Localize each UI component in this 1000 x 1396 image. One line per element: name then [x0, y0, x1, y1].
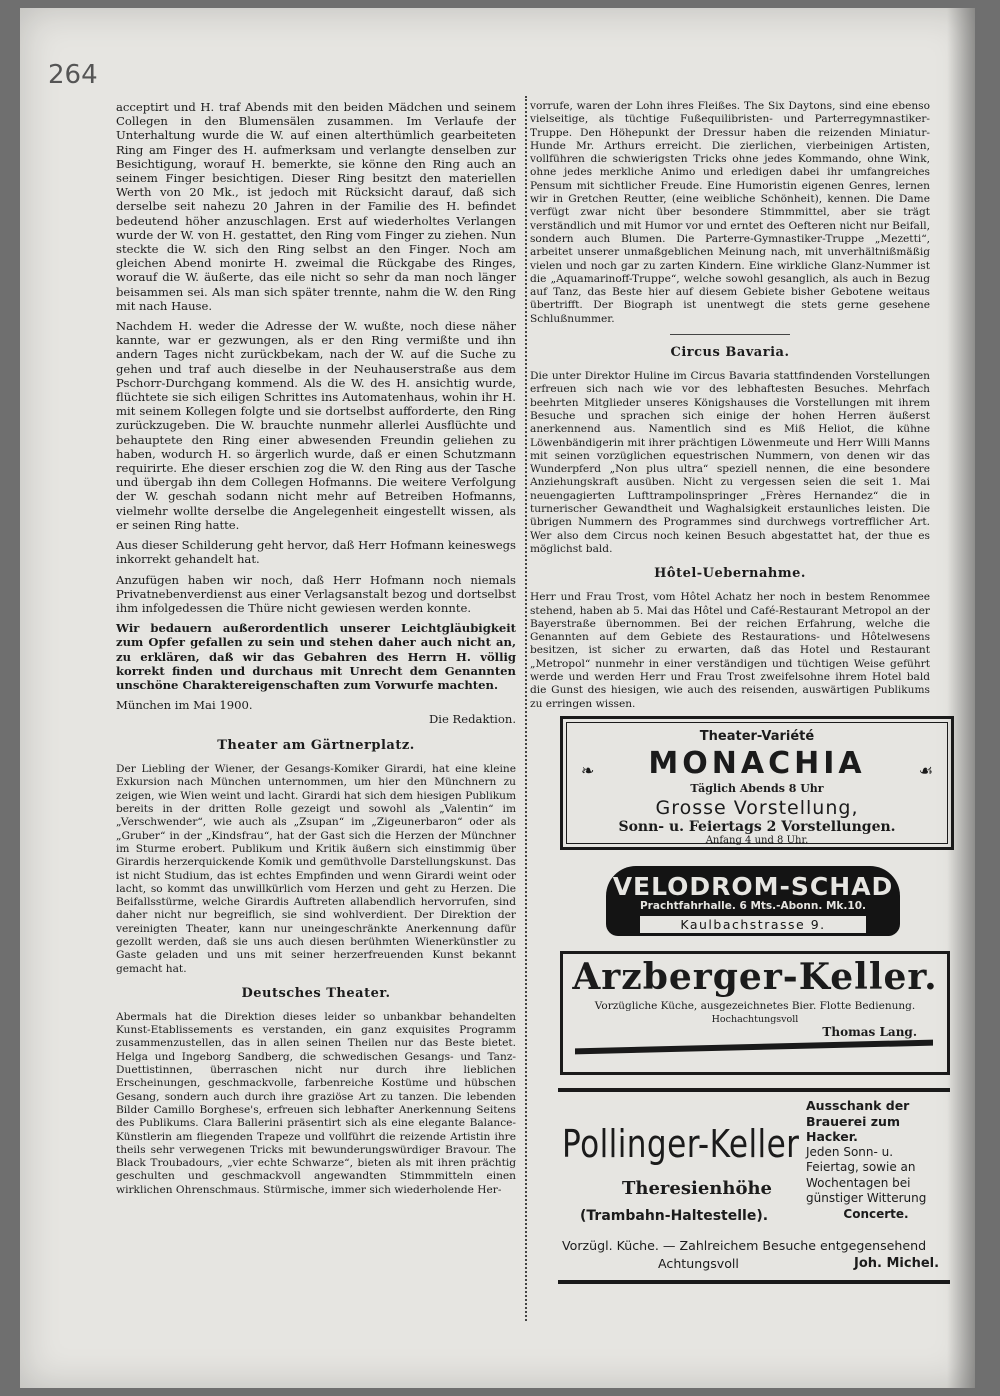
right-column: [530, 100, 930, 717]
circus-review: Die unter Direktor Huline im Circus Bavaria stattfindenden Vorstellungen erfreuen sich nach wie vor des lebhaftesten Besuches. Mehrfach beehrten Mitglieder unseres Königshauses die Vorstellungen mit ihrem Besuche und sprachen sich einige der hohen Herren äußerst anerkennend aus. Namentlich sind es Miß Heliot, die kühne Löwenbändigerin mit ihrer prächtigen Löwenmeute und Herr Willi Manns mit seinen vorzüglichen equestrischen Nummern, von denen wir das Wunderpferd „Non plus ultra“ speziell nennen, die eine besondere Anziehungskraft ausüben. Nicht zu vergessen seien die seit 1. Mai neuengagierten Lufttrampolinspringer „Frères Hernandez“ die in turnerischer Gewandtheit und Waghalsigkeit erstaunliches leisten. Die übrigen Nummern des Programmes sind durchwegs vortrefflicher Art. Wer also dem Circus noch keinen Besuch abgestattet hat, der thue es möglichst bald.: [530, 370, 930, 555]
page-edge-shadow: [947, 8, 975, 1388]
section-heading-gaertnerplatz: Theater am Gärtnerplatz.: [217, 738, 415, 754]
ad-line: Ausschank der Brauerei zum Hacker.: [806, 1098, 910, 1144]
ad-side-text: [806, 1098, 946, 1222]
section-heading-deutsches-theater: Deutsches Theater.: [241, 985, 391, 1001]
ad-line: Sonn- u. Feiertags 2 Vorstellungen.: [618, 819, 896, 835]
ad-line: Hochachtungsvoll: [711, 1014, 799, 1025]
left-column: [116, 100, 516, 1203]
hotel-notice: Herr und Frau Trost, vom Hôtel Achatz her noch in bestem Renommee stehend, haben ab 5. Mai das Hôtel und Café-Restaurant Metropol an der Bayerstraße übernommen. Bei der reichen Erfahrung, welche die Genannten auf dem Gebiete des Restaurations- und Hôtelwesens besitzen, ist sicher zu erwarten, daß das Hotel und Restaurant „Metropol“ nunmehr in einer verständigen und tüchtigen Weise geführt werde und werden Herr und Frau Trost zweifelsohne ihrem Hotel bald die Gunst des hiesigen, wie auch des reisenden, auswärtigen Publikums zu erringen wissen.: [530, 591, 930, 710]
theater-review-continued: vorrufe, waren der Lohn ihres Fleißes. The Six Daytons, sind eine ebenso vielseitige, als tüchtige Fußequilibristen- und Parterregymnastiker-Truppe. Den Höhepunkt der Dressur haben die reizenden Miniatur-Hunde Mr. Arthurs erreicht. Die zierlichen, vierbeinigen Artisten, vollführen die schwierigsten Tricks ohne jedes Kommando, ohne Wink, ohne jedes merkliche Animo und erledigen dabei ihr umfangreiches Pensum mit sichtlicher Freude. Eine Humoristin eigenen Genres, lernen wir in Gretchen Reutter, (eine weibliche Schönheit), kennen. Die Dame verfügt zwar nicht über besondere Stimmmittel, aber sie trägt verständlich und mit Humor vor und erntet des Oefteren nicht nur Beifall, sondern auch Blumen. Die Parterre-Gymnastiker-Truppe „Mezetti“, arbeitet unserer unmaßgeblichen Meinung nach, mit unverhältnißmäßig vielen und noch gar zu zarten Kindern. Eine wirkliche Glanz-Nummer ist die „Aquamarinoff-Truppe“, welche sowohl gesanglich, als auch in Bezug auf Tanz, das Beste hier auf diesem Gebiete bisher Gebotene weitaus übertrifft. Der Biograph ist unentwegt die stets gerne gesehene Schlußnummer.: [530, 100, 930, 325]
ad-line: Grosse Vorstellung,: [655, 797, 859, 819]
advertisement-arzberger: [560, 951, 950, 1075]
ad-line: Concerte.: [843, 1206, 909, 1221]
ad-title: Arzberger-Keller.: [572, 956, 938, 998]
ad-line: Achtungsvoll: [658, 1256, 739, 1271]
theater-review: Der Liebling der Wiener, der Gesangs-Komiker Girardi, hat eine kleine Exkursion nach München unternommen, um hier den Münchnern zu zeigen, wie Wien weint und lacht. Girardi hat sich dem hiesigen Publikum bereits in der dritten Rolle gezeigt und sowohl als „Valentin“ im „Verschwender“, wie auch als „Zsupan“ im „Zigeunerbaron“ oder als „Gruber“ in der „Kindsfrau“, hat der Gast sich die Herzen der Münchner im Sturme erobert. Publikum und Kritik äußern sich einstimmig über Girardis herzerquickende Komik und gemüthvolle Darstellungskunst. Das ist nicht Studium, das ist echtes Empfinden und wenn Girardi weint oder lacht, so kommt das unwillkürlich vom Herzen und geht zu Herzen. Die Beifallsstürme, welche Girardis Auftreten allabendlich hervorrufen, sind daher nicht nur begreiflich, sie sind wohlverdient. Der Direktion der vereinigten Theater, kann nur uneingeschränkte Anerkennung dafür gezollt werden, daß sie uns auch diesen berühmten Wienerkünstler zu Gaste geladen und uns mit seiner herzerfreuenden Kunst bekannt gemacht hat.: [116, 763, 516, 975]
ad-line: Jeden Sonn- u. Feiertag, sowie an Wochentagen bei günstiger Witterung: [806, 1144, 927, 1205]
article-paragraph: acceptirt und H. traf Abends mit den beiden Mädchen und seinem Collegen in den Blumensälen zusammen. Im Verlaufe der Unterhaltung wurde die W. auf einen alterthümlich gearbeiteten Ring am Finger des H. aufmerksam und verlangte denselben zur Besichtigung, worauf H. bemerkte, sie könne den Ring auch an seinem Finger besichtigen. Dieser Ring besitzt den materiellen Werth von 20 Mk., ist jedoch mit Rücksicht darauf, daß sich derselbe seit nahezu 20 Jahren in der Familie des H. befindet bedeutend höher anzuschlagen. Erst auf wiederholtes Verlangen wurde der W. von H. gestattet, den Ring vom Finger zu ziehen. Nun steckte die W. sich den Ring selbst an den Finger. Noch am gleichen Abend monirte H. zweimal die Rückgabe des Ringes, worauf die W. äußerte, das eile nicht so sehr da man noch länger beisammen sei. Als man sich später trennte, nahm die W. den Ring mit nach Hause.: [116, 100, 516, 313]
ad-line: Vorzügliche Küche, ausgezeichnetes Bier. Flotte Bedienung.: [594, 1000, 916, 1012]
page-number: 264: [48, 60, 98, 90]
ad-line: Prachtfahrhalle. 6 Mts.-Abonn. Mk.10.: [639, 900, 866, 912]
ad-line: Vorzügl. Küche. — Zahlreichem Besuche entgegensehend: [562, 1238, 927, 1253]
ad-title: VELODROM-SCHAD: [612, 872, 894, 901]
article-paragraph-bold: Wir bedauern außerordentlich unserer Leichtgläubigkeit zum Opfer gefallen zu sein und stehen daher auch nicht an, zu erklären, daß wir das Gebahren des Herrn H. völlig korrekt finden und durchaus mit Unrecht dem Genannten unschöne Charaktereigenschaften zum Vorwurfe machten.: [116, 621, 516, 692]
theater-review: Abermals hat die Direktion dieses leider so unbankbar behandelten Kunst-Etablissements es verstanden, ein ganz exquisites Programm zusammenzustellen, das in allen seinen Theilen nur das Beste bietet. Helga und Ingeborg Sandberg, die schwedischen Gesangs- und Tanz-Duettistinnen, überraschen nicht nur durch ihre lieblichen Erscheinungen, geschmackvolle, farbenreiche Kostüme und hübschen Gesang, sondern auch durch ihre graziöse Art zu tanzen. Die lebenden Bilder Camillo Borghese's, erfreuen sich lebhafter Anerkennung Seitens des Publikums. Clara Ballerini präsentirt sich als eine elegante Balance-Künstlerin am fliegenden Trapeze und vollführt die reizende Artistin ihre theils sehr verwegenen Tricks mit bewunderungswürdiger Bravour. The Black Troubadours, „vier echte Schwarze“, bieten als mit ihren prächtig geschulten und geschmackvoll angewandten Stimmmitteln einen wirklichen Ohrenschmaus. Stürmische, immer sich wiederholende Her-: [116, 1010, 516, 1196]
section-heading-hotel: Hôtel-Uebernahme.: [654, 566, 806, 582]
advertisement-pollinger: [558, 1088, 950, 1284]
ad-line: Täglich Abends 8 Uhr: [690, 782, 824, 795]
ad-address: Kaulbachstrasse 9.: [640, 916, 866, 933]
ad-owner: Thomas Lang.: [822, 1025, 917, 1039]
column-divider: [525, 96, 527, 1321]
article-paragraph: Anzufügen haben wir noch, daß Herr Hofmann noch niemals Privatnebenverdienst aus einer Verlagsanstalt bezog und dortselbst ihm infolgedessen die Thüre nicht gewiesen werden konnte.: [116, 572, 516, 615]
newspaper-page: [20, 8, 975, 1388]
section-heading-circus: Circus Bavaria.: [670, 345, 790, 361]
ad-line: Anfang 4 und 8 Uhr.: [705, 835, 809, 846]
section-rule: [670, 334, 790, 335]
ornament-icon: ❧: [581, 761, 595, 780]
ad-title: Pollinger-Keller: [562, 1122, 800, 1166]
ornament-icon: ☙: [918, 761, 933, 780]
ad-subtitle: Theresienhöhe: [622, 1178, 773, 1199]
signature: Die Redaktion.: [429, 712, 516, 727]
ad-rule: [575, 1040, 933, 1055]
ad-title: MONACHIA: [648, 746, 866, 781]
ad-line: (Trambahn-Haltestelle).: [580, 1208, 769, 1224]
article-paragraph: Aus dieser Schilderung geht hervor, daß Herr Hofmann keineswegs inkorrekt gehandelt hat.: [116, 538, 516, 567]
ad-owner: Joh. Michel.: [854, 1256, 940, 1271]
article-paragraph: Nachdem H. weder die Adresse der W. wußte, noch diese näher kannte, war er gezwungen, als er den Ring vermißte und ihn andern Tages nicht zurückbekam, nach der W. auf die Suche zu gehen und traf auch dieselbe in der Neuhauserstraße aus dem Pschorr-Durchgang kommend. Als die W. des H. ansichtig wurde, flüchtete sie sich eiligen Schrittes ins Automatenhaus, wohin ihr H. mit seinem Kollegen folgte und sie dortselbst aufforderte, den Ring zurückzugeben. Die W. brauchte nunmehr allerlei Ausflüchte und behauptete den Ring einer abwesenden Freundin geliehen zu haben, wodurch H. so ärgerlich wurde, daß er einen Schutzmann requirirte. Ehe dieser erschien zog die W. den Ring aus der Tasche und übergab ihn dem Collegen Hofmanns. Die weitere Verfolgung der W. geschah sodann nicht mehr auf Betreiben Hofmanns, vielmehr wollte derselbe die Angelegenheit eingestellt wissen, als er seinen Ring hatte.: [116, 319, 516, 532]
advertisement-monachia: [560, 716, 954, 850]
ad-line: Theater-Variété: [699, 729, 815, 744]
dateline: München im Mai 1900.: [116, 698, 253, 713]
advertisement-velodrom: [606, 866, 900, 936]
